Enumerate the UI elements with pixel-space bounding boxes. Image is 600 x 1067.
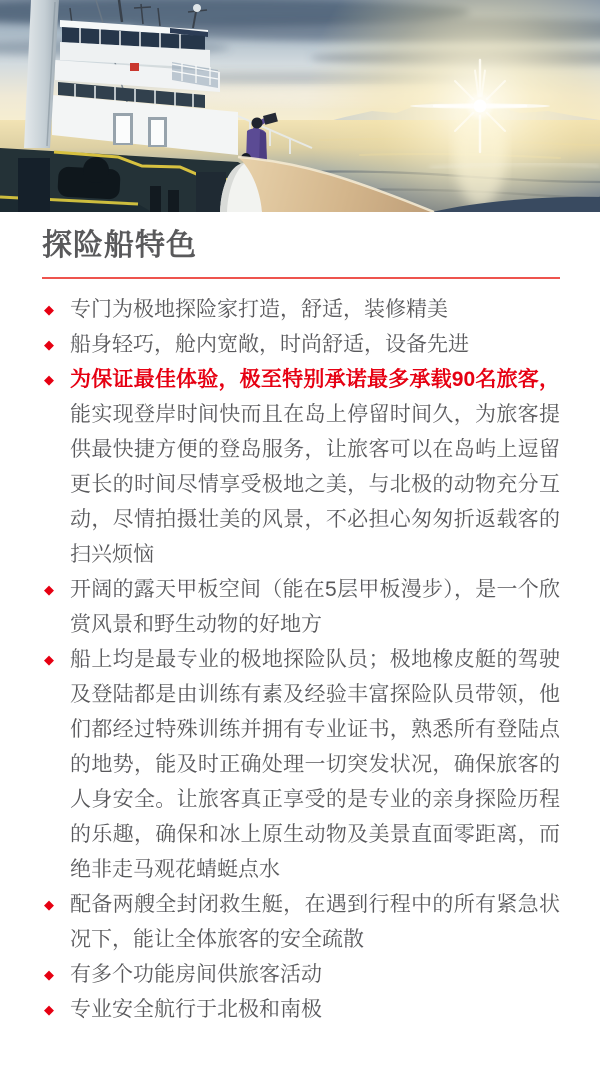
diamond-bullet-icon: ◆ — [44, 967, 54, 982]
feature-item — [42, 292, 560, 327]
diamond-bullet-icon: ◆ — [44, 302, 54, 317]
page-title: 探险船特色 — [42, 229, 197, 262]
hero-photo — [0, 0, 600, 212]
feature-item — [42, 957, 560, 992]
diamond-bullet-icon: ◆ — [44, 337, 54, 352]
expedition-ship-sunset-illustration — [0, 0, 600, 212]
feature-text: 专门为极地探险家打造，舒适，装修精美 — [70, 298, 448, 321]
feature-item — [42, 992, 560, 1027]
feature-item — [42, 642, 560, 887]
diamond-bullet-icon: ◆ — [44, 897, 54, 912]
feature-text: 能实现登岸时间快而且在岛上停留时间久，为旅客提供最快捷方便的登岛服务，让旅客可以在岛屿上逗留更长的时间尽情享受极地之美，与北极的动物充分互动，尽情拍摄壮美的风景，不必担心匆匆折返载客的扫兴烦恼 — [70, 403, 560, 566]
diamond-bullet-icon: ◆ — [44, 582, 54, 597]
feature-item — [42, 362, 560, 572]
red-divider — [42, 277, 560, 279]
feature-text: 开阔的露天甲板空间（能在5层甲板漫步），是一个欣赏风景和野生动物的好地方 — [70, 578, 560, 636]
feature-text: 专业安全航行于北极和南极 — [70, 998, 322, 1021]
feature-item — [42, 887, 560, 957]
feature-text: 有多个功能房间供旅客活动 — [70, 963, 322, 986]
feature-item — [42, 572, 560, 642]
diamond-bullet-icon: ◆ — [44, 372, 54, 387]
diamond-bullet-icon: ◆ — [44, 652, 54, 667]
diamond-bullet-icon: ◆ — [44, 1002, 54, 1017]
feature-highlight: 为保证最佳体验，极至特别承诺最多承载90名旅客， — [70, 368, 560, 391]
feature-text: 配备两艘全封闭救生艇，在遇到行程中的所有紧急状况下，能让全体旅客的安全疏散 — [70, 893, 560, 951]
feature-item — [42, 327, 560, 362]
feature-text: 船身轻巧，舱内宽敞，时尚舒适，设备先进 — [70, 333, 469, 356]
feature-section — [0, 212, 600, 1027]
feature-list — [42, 292, 560, 1027]
feature-text: 船上均是最专业的极地探险队员；极地橡皮艇的驾驶及登陆都是由训练有素及经验丰富探险队员带领，他们都经过特殊训练并拥有专业证书，熟悉所有登陆点的地势，能及时正确处理一切突发状况，确保旅客的人身安全。让旅客真正享受的是专业的亲身探险历程的乐趣，确保和冰上原生动物及美景直面零距离，而绝非走马观花蜻蜓点水 — [70, 648, 560, 881]
